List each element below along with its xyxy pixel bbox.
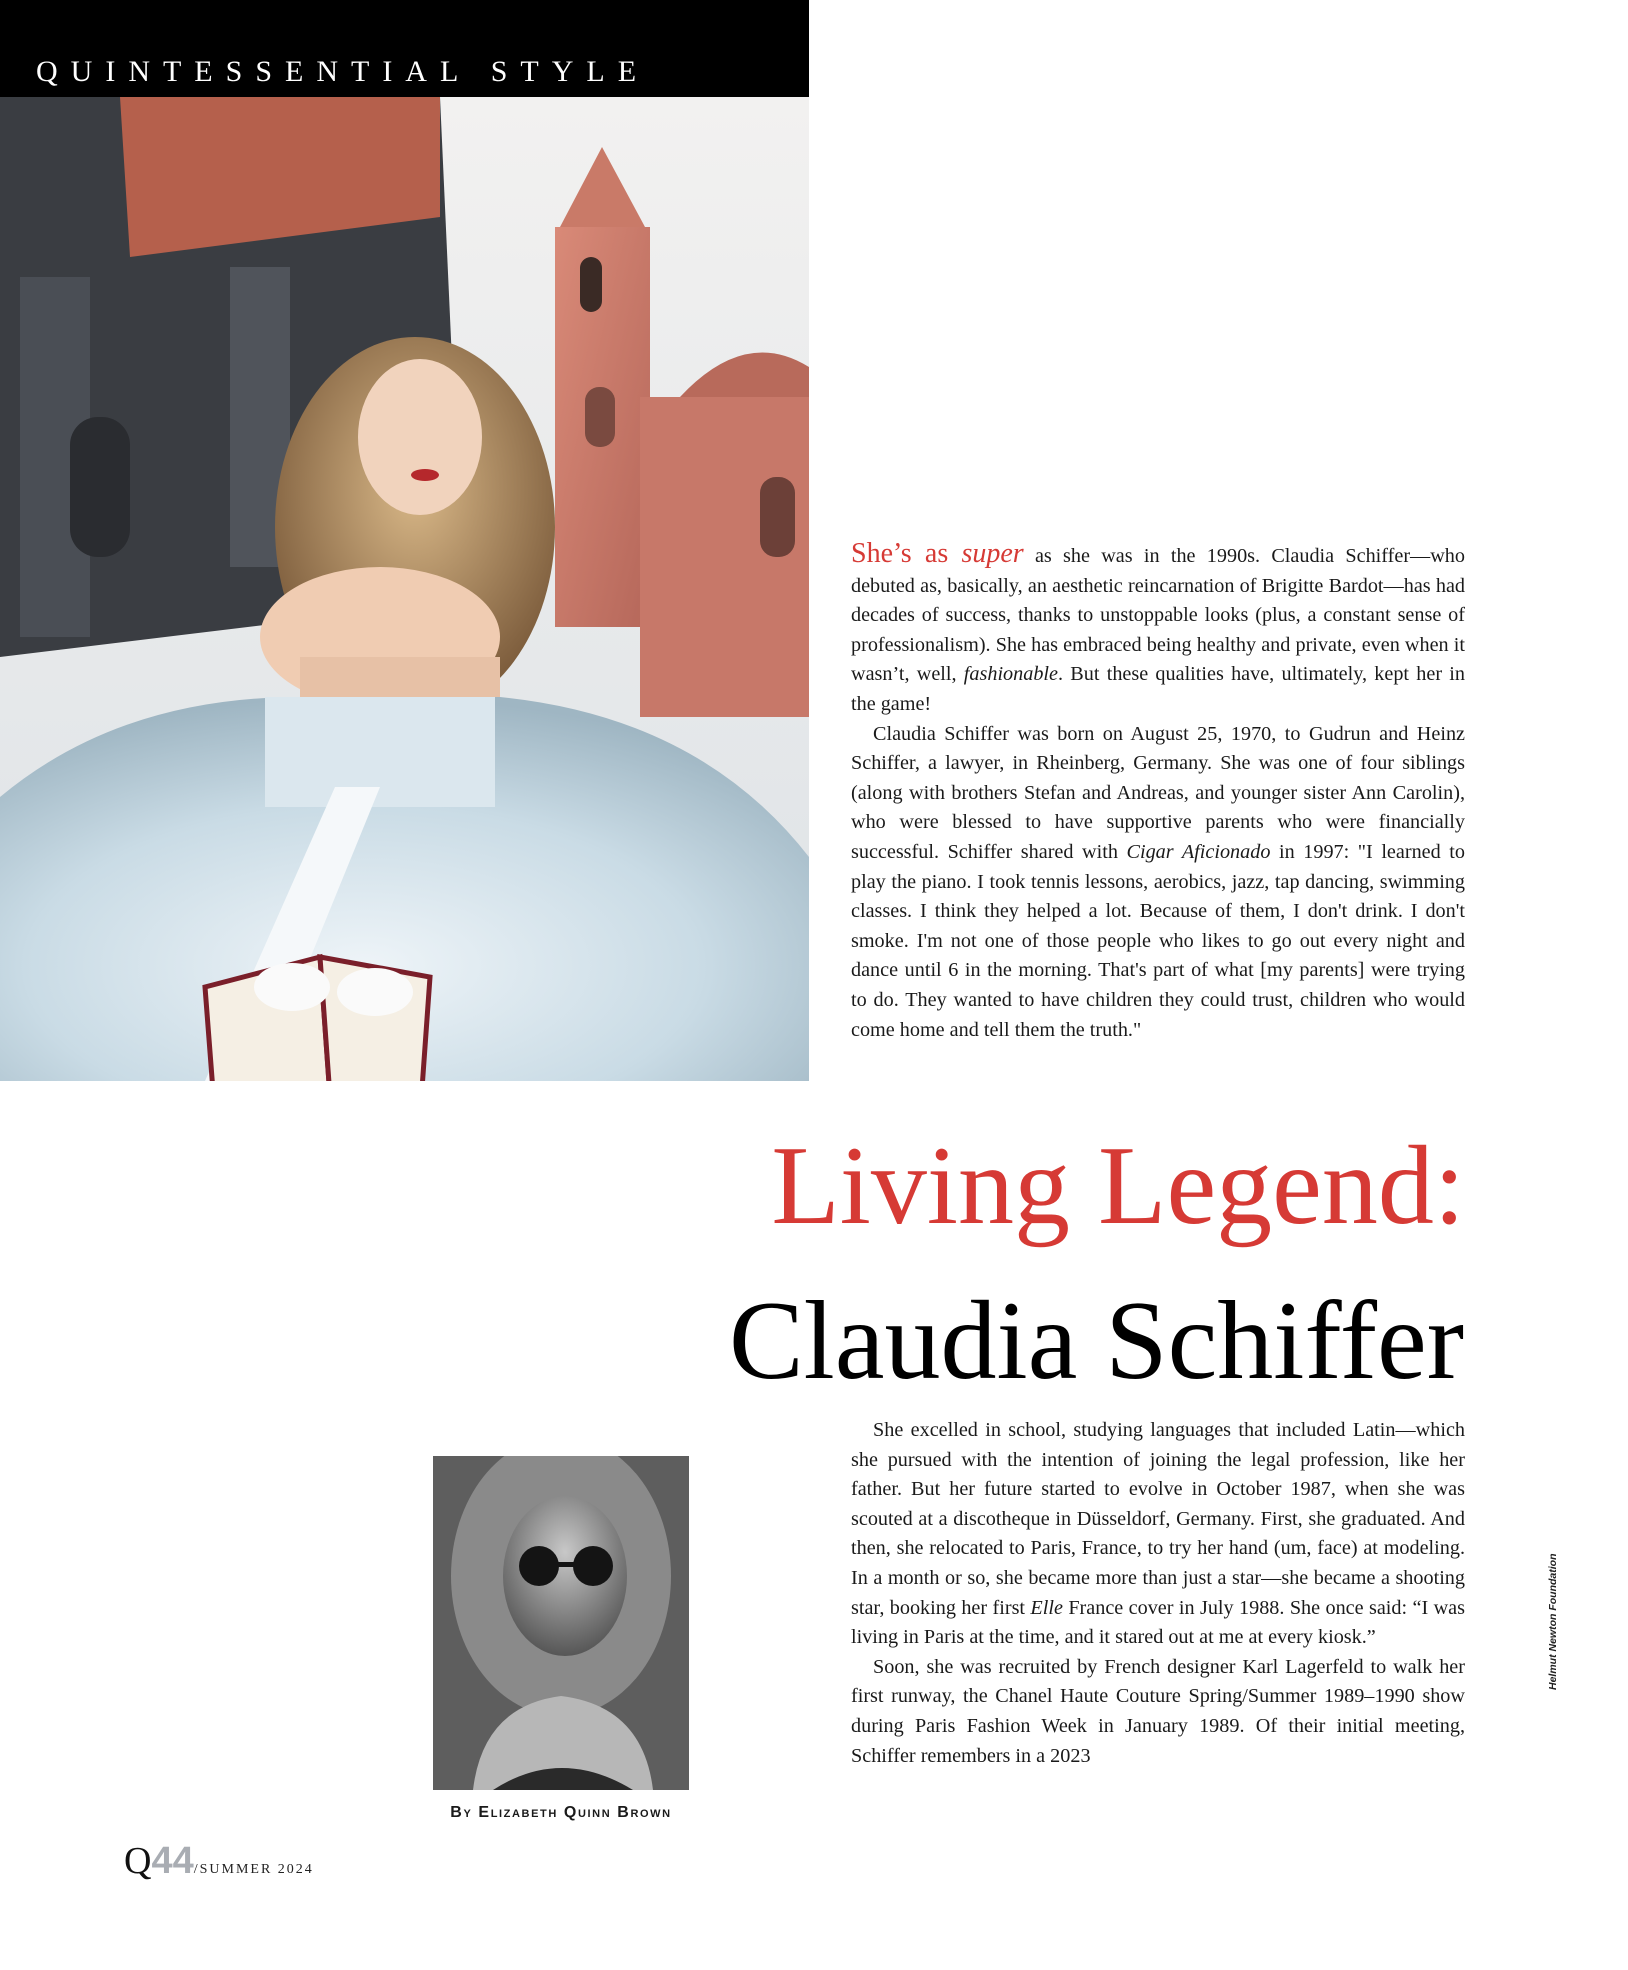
hero-photo — [0, 97, 809, 1081]
issue-label: /SUMMER 2024 — [193, 1862, 314, 1877]
drop-in-phrase: She’s as super — [851, 538, 1024, 569]
lead-paragraph-1: She’s as super as she was in the 1990s. Claudia Schiffer—who debuted as, basically, an aesthetic reincarnation of Brigitte Bardot—has had decades of success, thanks to unstoppable looks (plus, a constant sense of professionalism). She has embraced being healthy and private, even when it wasn’t, well, fashionable. But these qualities have, ultimately, kept her in the game! — [851, 538, 1465, 715]
lead-paragraph-2: Claudia Schiffer was born on August 25, 1970, to Gudrun and Heinz Schiffer, a lawyer, in Rheinberg, Germany. She was one of four siblings (along with brothers Stefan and Andreas, and younger sister Ann Carolin), who were blessed to have supportive parents who were financially successful. Schiffer shared with Cigar Aficionado in 1997: "I learned to play the piano. I took tennis lessons, aerobics, jazz, tap dancing, swimming classes. I think they helped a lot. Because of them, I don't drink. I don't smoke. I'm not one of those people who likes to go out every night and dance until 6 in the morning. That's part of what [my parents] were trying to do. They wanted to have children they could trust, children who would come home and tell them the truth." — [851, 722, 1465, 1041]
body-column — [851, 1416, 1465, 1771]
byline: By Elizabeth Quinn Brown — [450, 1804, 672, 1821]
lead-paragraphs — [851, 539, 1465, 1045]
headline-line-1: Living Legend: — [771, 1124, 1465, 1248]
section-header-bar — [0, 0, 809, 97]
author-photo — [433, 1456, 689, 1790]
folio — [124, 1842, 314, 1880]
folio-letter: Q — [124, 1840, 152, 1882]
photo-credit: Helmut Newton Foundation — [1547, 1553, 1559, 1690]
headline-line-2: Claudia Schiffer — [728, 1279, 1464, 1403]
body-paragraph-4: Soon, she was recruited by French designer Karl Lagerfeld to walk her first runway, the Chanel Haute Couture Spring/Summer 1989–1990 show during Paris Fashion Week in January 1989. Of their initial meeting, Schiffer remembers in a 2023 — [851, 1655, 1465, 1767]
section-title: QUINTESSENTIAL STYLE — [36, 55, 650, 88]
page-number: 44 — [151, 1840, 194, 1882]
body-paragraph-3: She excelled in school, studying languages that included Latin—which she pursued with the intention of joining the legal profession, like her father. But her future started to evolve in October 1987, when she was scouted at a discotheque in Düsseldorf, Germany. First, she graduated. And then, she relocated to Paris, France, to try her hand (um, face) at modeling. In a month or so, she became more than just a star—she became a shooting star, booking her first Elle France cover in July 1988. She once said: “I was living in Paris at the time, and it stared out at me at every kiosk.” — [851, 1419, 1465, 1649]
